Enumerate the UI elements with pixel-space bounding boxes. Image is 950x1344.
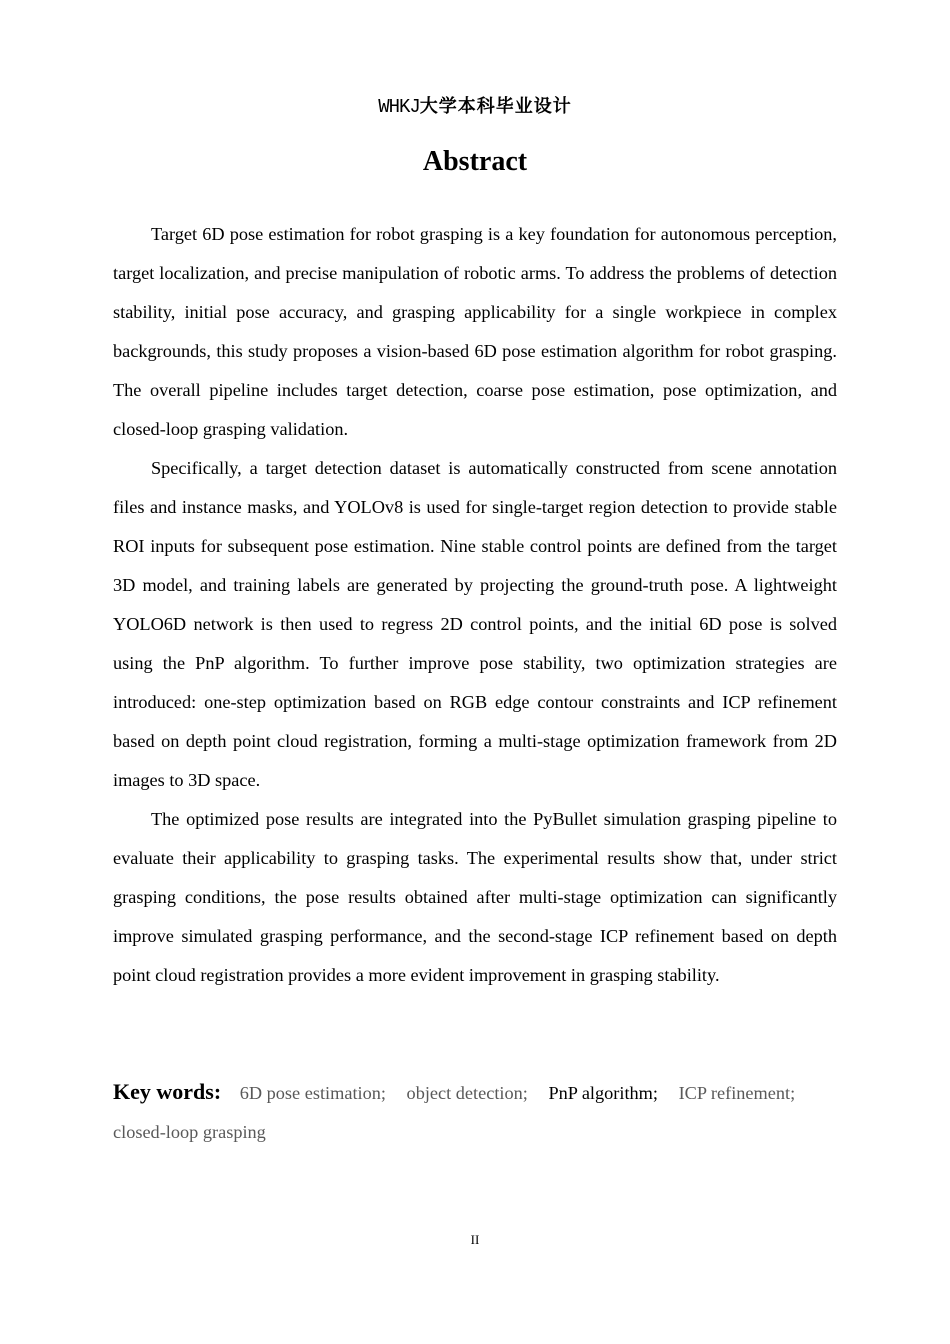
- keywords-label: Key words:: [113, 1079, 222, 1104]
- keyword-item: object detection;: [406, 1083, 528, 1103]
- header-thesis-label: 大学本科毕业设计: [419, 96, 572, 117]
- abstract-paragraph-1: Target 6D pose estimation for robot grasping is a key foundation for autonomous perception, target localization, and precise manipulation of robotic arms. To address the problems of detection stability, initial pose accuracy, and grasping applicability for a single workpiece in complex backgrounds, this study proposes a vision-based 6D pose estimation algorithm for robot grasping. The overall pipeline includes target detection, coarse pose estimation, pose optimization, and closed-loop grasping validation.: [113, 224, 837, 439]
- abstract-body: [113, 215, 837, 995]
- keywords-section: [113, 1072, 837, 1152]
- header-university-code: WHKJ: [378, 96, 420, 118]
- keyword-item: 6D pose estimation;: [239, 1083, 386, 1103]
- abstract-title: Abstract: [422, 146, 528, 177]
- page-header: [0, 94, 950, 120]
- keyword-item: PnP algorithm;: [548, 1083, 658, 1103]
- page-number: II: [470, 1232, 480, 1247]
- keyword-item: closed-loop grasping: [113, 1122, 266, 1142]
- abstract-paragraph-3: The optimized pose results are integrated into the PyBullet simulation grasping pipeline to evaluate their applicability to grasping tasks. The experimental results show that, under strict grasping conditions, the pose results obtained after multi-stage optimization can significantly improve simulated grasping performance, and the second-stage ICP refinement based on depth point cloud registration provides a more evident improvement in grasping stability.: [113, 809, 837, 985]
- abstract-paragraph-2: Specifically, a target detection dataset is automatically constructed from scene annotation files and instance masks, and YOLOv8 is used for single-target region detection to provide stable ROI inputs for subsequent pose estimation. Nine stable control points are defined from the target 3D model, and training labels are generated by projecting the ground-truth pose. A lightweight YOLO6D network is then used to regress 2D control points, and the initial 6D pose is solved using the PnP algorithm. To further improve pose stability, two optimization strategies are introduced: one-step optimization based on RGB edge contour constraints and ICP refinement based on depth point cloud registration, forming a multi-stage optimization framework from 2D images to 3D space.: [113, 458, 837, 790]
- keyword-item: ICP refinement;: [678, 1083, 796, 1103]
